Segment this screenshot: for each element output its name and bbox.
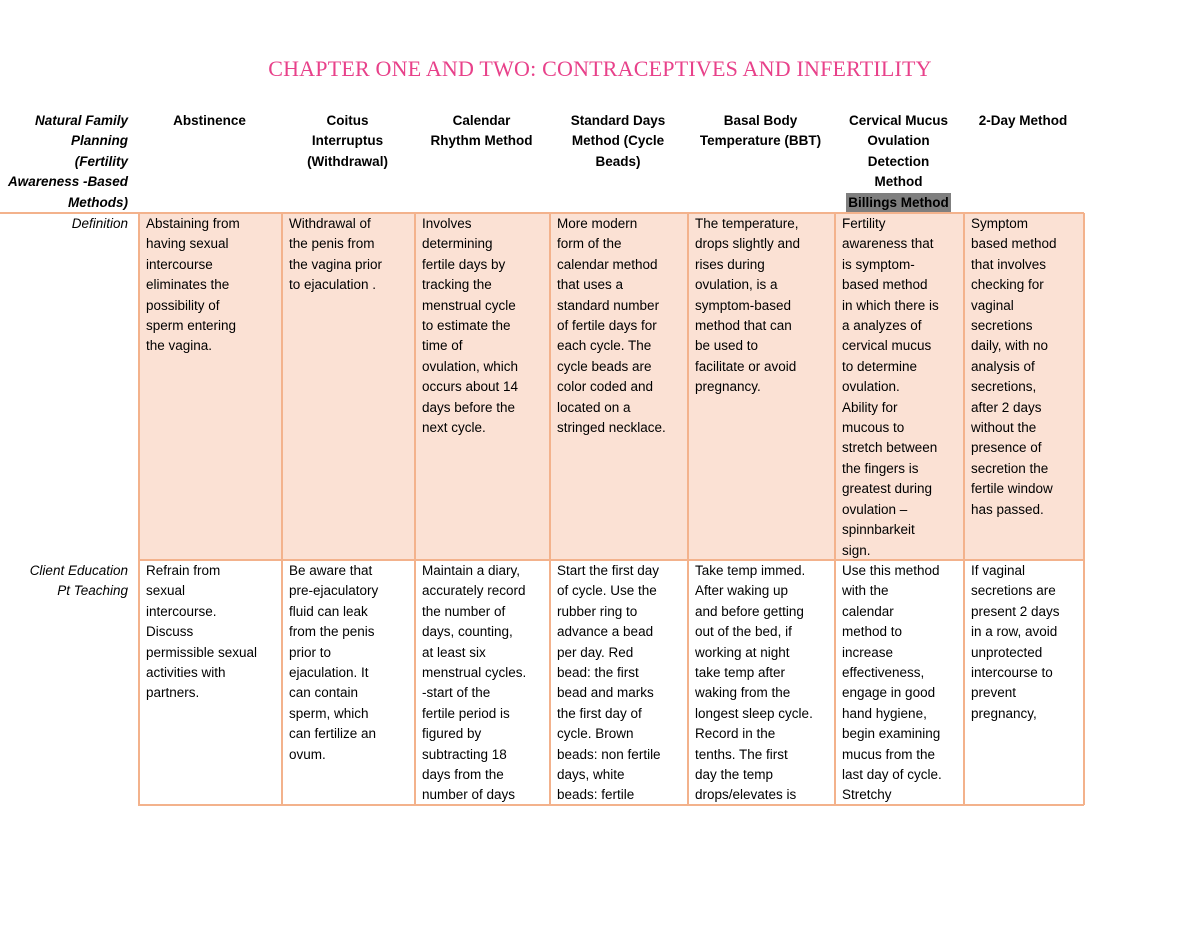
text-line: If vaginal [971,563,1026,578]
table-border [138,804,1084,806]
text-line: method to [842,624,903,640]
text-line: occurs about 14 [422,379,519,395]
text-line: stretch between [842,440,938,456]
table-cell [687,560,834,804]
text-line: the vagina prior [289,256,383,272]
text-line: Ability for [842,399,898,415]
text-line: to determine [842,358,918,374]
text-line: the first day of [557,705,642,721]
text-line: subtracting 18 [422,746,507,762]
text-line: with the [842,583,889,599]
text-line: secretion the [971,460,1049,476]
text-line: the number of [422,603,506,619]
text-line: 2-Day Method [978,113,1068,128]
text-line: to estimate the [422,318,511,334]
text-line: after 2 days [971,399,1042,415]
text-line: tenths. The first [695,746,788,762]
text-line: standard number [557,297,660,313]
text-line: cervical mucus [842,338,932,354]
text-line: sperm entering [146,318,237,334]
text-line: secretions, [971,379,1037,395]
column-header [414,111,549,213]
text-line: facilitate or avoid [695,358,797,374]
text-line: engage in good [842,685,936,701]
text-line: Method [874,174,923,190]
text-line: fertile window [971,481,1053,497]
text-line: intercourse [146,256,213,272]
text-line: Fertility [842,216,886,231]
text-line: Standard Days [570,113,666,128]
text-line: the fingers is [842,460,919,476]
text-line: the penis from [289,236,375,252]
text-line: longest sleep cycle. [695,705,813,721]
table-border [1083,213,1085,805]
text-line: Planning [71,133,128,149]
text-line: spinnbarkeit [842,522,915,538]
table-cell [963,213,1083,560]
text-line: rubber ring to [557,603,638,619]
column-header [963,111,1083,213]
highlighted-text-billings-method [838,193,959,213]
text-line: Maintain a diary, [422,563,521,578]
text-line: ovulation, which [422,358,519,374]
table-border [138,213,140,805]
text-line: beads: non fertile [557,746,661,762]
text-line: sexual [146,583,186,599]
text-line: -start of the [422,685,491,701]
text-line: intercourse to [971,665,1053,681]
text-line: begin examining [842,726,941,742]
table-cell [138,560,281,804]
text-line: in which there is [842,297,939,313]
text-line: Beads) [595,153,641,169]
text-line: present 2 days [971,603,1060,619]
text-line: each cycle. The [557,338,652,354]
text-line: ejaculation. It [289,665,369,681]
text-line: daily, with no [971,338,1049,354]
table-cell [414,560,549,804]
text-line: greatest during [842,481,933,497]
column-header [687,111,834,213]
text-line: last day of cycle. [842,767,942,783]
row-label [0,561,138,805]
text-line: mucus from the [842,746,936,762]
text-line: Ovulation [867,133,930,149]
text-line: take temp after [695,665,786,681]
table-cell [549,560,687,804]
text-line: eliminates the [146,277,230,293]
text-line: rises during [695,256,765,272]
text-line: vaginal [971,297,1014,313]
text-line: cycle. Brown [557,726,634,742]
text-line: (Withdrawal) [307,153,388,169]
text-line: having sexual [146,236,229,252]
text-line: days, counting, [422,624,513,640]
text-line: time of [422,338,463,354]
text-line: in a row, avoid [971,624,1058,640]
text-line: stringed necklace. [557,420,666,436]
text-line: secretions [971,318,1033,334]
text-line: without the [971,420,1037,436]
text-line: prior to [289,644,332,660]
text-line: waking from the [695,685,791,701]
table-border [549,213,551,805]
text-line: Take temp immed. [695,563,806,578]
text-line: calendar [842,603,894,619]
table-cell [281,213,414,560]
text-line: ovum. [289,746,326,762]
text-line: Calendar [452,113,511,128]
text-line: effectiveness, [842,665,925,681]
text-line: to ejaculation . [289,277,377,293]
table-cell [549,213,687,560]
text-line: More modern [557,216,638,231]
table-border [0,212,1084,214]
text-line: Rhythm Method [430,133,533,149]
text-line: ovulation, is a [695,277,778,293]
table-border [687,213,689,805]
text-line: ovulation – [842,501,908,517]
text-line: per day. Red [557,644,634,660]
text-line: figured by [422,726,482,742]
column-header [834,111,963,213]
text-line: fertile days by [422,256,506,272]
text-line: Be aware that [289,563,373,578]
text-line: Abstaining from [146,216,240,231]
text-line: possibility of [146,297,220,313]
text-line: hand hygiene, [842,705,927,721]
text-line: accurately record [422,583,526,599]
text-line: Interruptus [311,133,384,149]
text-line: fluid can leak [289,603,368,619]
text-line: Withdrawal of [289,216,371,231]
text-line: drops/elevates is [695,787,797,803]
text-line: Cervical Mucus [848,113,949,128]
text-line: Awareness -Based [7,174,128,190]
text-line: a analyzes of [842,318,922,334]
text-line: Definition [71,216,128,231]
text-line: After waking up [695,583,789,599]
text-line: day the temp [695,767,774,783]
text-line: has passed. [971,501,1044,517]
text-line: Use this method [842,563,940,578]
table-border [138,559,1084,561]
text-line: that uses a [557,277,624,293]
table-border [414,213,416,805]
text-line: days from the [422,767,504,783]
text-line: of cycle. Use the [557,583,657,599]
text-line: Start the first day [557,563,660,578]
table-border [963,213,965,805]
table-cell [281,560,414,804]
text-line: the vagina. [146,338,213,354]
text-line: and before getting [695,603,804,619]
table-cell [687,213,834,560]
table-cell [834,213,963,560]
table-cell [834,560,963,804]
text-line: beads: fertile [557,787,635,803]
text-line: Coitus [326,113,369,128]
text-line: secretions are [971,583,1056,599]
text-line: Stretchy [842,787,892,803]
text-line: drops slightly and [695,236,801,252]
text-line: pregnancy. [695,379,761,395]
text-line: that involves [971,256,1047,272]
text-line: Client Education [29,563,128,578]
text-line: be used to [695,338,759,354]
text-line: can fertilize an [289,726,377,742]
text-line: located on a [557,399,631,415]
text-line: prevent [971,685,1017,701]
text-line: Basal Body [723,113,798,128]
column-header [281,111,414,213]
text-line: menstrual cycle [422,297,516,313]
text-line: sperm, which [289,705,369,721]
text-line: mucous to [842,420,905,436]
text-line: number of days [422,787,516,803]
text-line: Detection [867,153,930,169]
text-line: ovulation. [842,379,900,395]
table-border [281,213,283,805]
text-line: intercourse. [146,603,217,619]
text-line: cycle beads are [557,358,652,374]
table-cell [138,213,281,560]
text-line: bead: the first [557,665,639,681]
text-line: analysis of [971,358,1035,374]
text-line: next cycle. [422,420,486,436]
text-line: tracking the [422,277,492,293]
table-cell [963,560,1083,804]
text-line: presence of [971,440,1042,456]
text-line: The temperature, [695,216,799,231]
text-line: unprotected [971,644,1043,660]
text-line: of fertile days for [557,318,657,334]
text-line: out of the bed, if [695,624,792,640]
text-line: Involves [422,216,472,231]
text-line: Temperature (BBT) [699,133,822,149]
text-line: Pt Teaching [57,583,128,599]
text-line: activities with [146,665,226,681]
column-header [549,111,687,213]
text-line: method that can [695,318,792,334]
row-header-natural-family-planning [0,111,138,213]
text-line: based method [842,277,928,293]
text-line: Natural Family [34,113,128,128]
text-line: sign. [842,542,871,558]
text-line: fertile period is [422,705,510,721]
text-line: pre-ejaculatory [289,583,379,599]
text-line: (Fertility [74,153,128,169]
text-line: from the penis [289,624,375,640]
text-line: menstrual cycles. [422,665,527,681]
text-line: determining [422,236,493,252]
text-line: permissible sexual [146,644,258,660]
text-line: advance a bead [557,624,654,640]
text-line: is symptom- [842,256,915,272]
text-line: Methods) [68,194,128,210]
text-line: days, white [557,767,625,783]
column-header [138,111,281,213]
text-line: Abstinence [173,113,246,128]
text-line: bead and marks [557,685,654,701]
highlight-label: Billings Method [848,194,949,210]
text-line: partners. [146,685,200,701]
text-line: Symptom [971,216,1029,231]
text-line: color coded and [557,379,654,395]
text-line: pregnancy, [971,705,1037,721]
text-line: Refrain from [146,563,221,578]
text-line: awareness that [842,236,934,252]
text-line: symptom-based [695,297,792,313]
text-line: increase [842,644,894,660]
table-cell [414,213,549,560]
text-line: based method [971,236,1057,252]
table-border [834,213,836,805]
text-line: Record in the [695,726,776,742]
page-title: CHAPTER ONE AND TWO: CONTRACEPTIVES AND INFERTILITY [268,56,932,81]
text-line: working at night [695,644,790,660]
text-line: at least six [422,644,486,660]
text-line: Discuss [146,624,194,640]
text-line: can contain [289,685,359,701]
text-line: days before the [422,399,516,415]
text-line: Method (Cycle [571,133,665,149]
text-line: checking for [971,277,1044,293]
row-label [0,214,138,561]
text-line: calendar method [557,256,658,272]
text-line: form of the [557,236,622,252]
